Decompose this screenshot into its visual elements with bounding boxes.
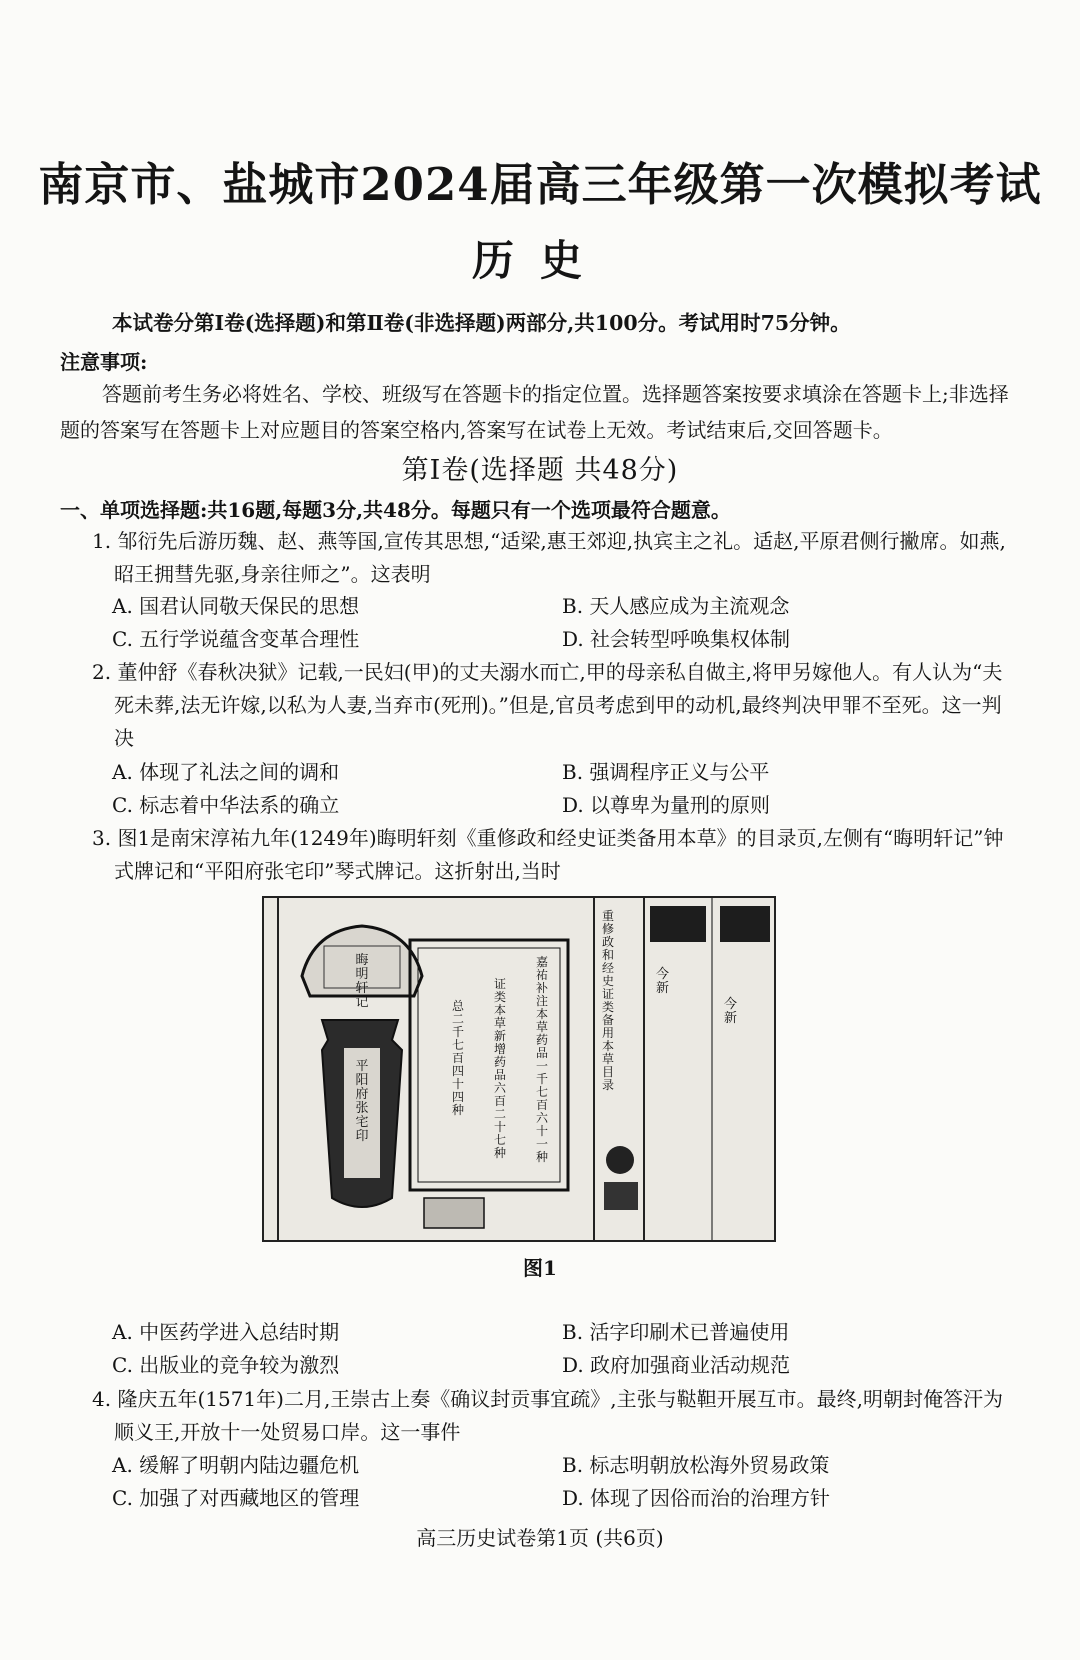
question-3 xyxy=(92,822,1012,888)
question-stem: 2. 董仲舒《春秋决狱》记载,一民妇(甲)的丈夫溺水而亡,甲的母亲私自做主,将甲另嫁他人。有人认为“夫死未葬,法无许嫁,以私为人妻,当弃市(死刑)。”但是,官员考虑到甲的动机,最终判决甲罪不至死。这一判决 xyxy=(92,660,1003,750)
option-c: C. 标志着中华法系的确立 xyxy=(112,793,340,817)
qin-seal-text: 平阳府张宅印 xyxy=(355,1059,369,1144)
fragment-column-1: 今新 xyxy=(656,967,670,996)
question-stem: 4. 隆庆五年(1571年)二月,王崇古上奏《确议封贡事宜疏》,主张与鞑靼开展互市。最终,明朝封俺答汗为顺义王,开放十一处贸易口岸。这一事件 xyxy=(92,1387,1004,1444)
option-d: D. 以尊卑为量刑的原则 xyxy=(562,793,771,817)
option-c: C. 出版业的竞争较为激烈 xyxy=(112,1353,340,1377)
notice-body: 答题前考生务必将姓名、学校、班级写在答题卡的指定位置。选择题答案按要求填涂在答题卡上;非选择题的答案写在答题卡上对应题目的答案空格内,答案写在试卷上无效。考试结束后,交回答题卡。 xyxy=(60,382,1009,442)
notice-title: 注意事项: xyxy=(60,350,148,374)
option-b: B. 活字印刷术已普遍使用 xyxy=(562,1320,790,1344)
catalogue-line-2: 证类本草新增药品六百二十七种 xyxy=(494,977,507,1160)
option-d: D. 体现了因俗而治的治理方针 xyxy=(562,1486,831,1510)
option-a: A. 国君认同敬天保民的思想 xyxy=(112,594,360,618)
question-2 xyxy=(92,656,1012,755)
book-title-column: 重修政和经史证类备用本草目录 xyxy=(602,909,615,1092)
question-4 xyxy=(92,1383,1012,1449)
exam-title: 南京市、盐城市2024届高三年级第一次模拟考试 xyxy=(38,158,1042,211)
fragment-column-2: 今新 xyxy=(724,997,738,1026)
question-4-options xyxy=(112,1449,1012,1515)
catalogue-line-1: 嘉祐补注本草药品一千七百六十一种 xyxy=(536,955,549,1164)
exam-intro: 本试卷分第Ⅰ卷(选择题)和第Ⅱ卷(非选择题)两部分,共100分。考试用时75分钟。 xyxy=(112,311,851,335)
option-d: D. 社会转型呼唤集权体制 xyxy=(562,627,791,651)
small-stamp-right xyxy=(604,1182,638,1210)
question-1-options xyxy=(112,590,1012,656)
woodblock-page-illustration xyxy=(264,898,774,1240)
option-c: C. 五行学说蕴含变革合理性 xyxy=(112,627,360,651)
figure-1-image xyxy=(262,896,776,1242)
option-c: C. 加强了对西藏地区的管理 xyxy=(112,1486,360,1510)
small-stamp-left xyxy=(424,1198,484,1228)
option-d: D. 政府加强商业活动规范 xyxy=(562,1353,791,1377)
part-title: 一、单项选择题:共16题,每题3分,共48分。每题只有一个选项最符合题意。 xyxy=(60,498,731,522)
question-3-options xyxy=(112,1316,1012,1382)
option-b: B. 强调程序正义与公平 xyxy=(562,760,770,784)
figure-caption: 图1 xyxy=(523,1256,557,1280)
catalogue-line-3: 总二千七百四十四种 xyxy=(452,999,465,1117)
question-stem: 3. 图1是南宋淳祐九年(1249年)晦明轩刻《重修政和经史证类备用本草》的目录页,左侧有“晦明轩记”钟式牌记和“平阳府张宅印”琴式牌记。这折射出,当时 xyxy=(92,826,1004,883)
question-2-options xyxy=(112,756,1012,822)
option-a: A. 中医药学进入总结时期 xyxy=(112,1320,340,1344)
question-1 xyxy=(92,525,1012,591)
option-a: A. 体现了礼法之间的调和 xyxy=(112,760,340,784)
option-b: B. 天人感应成为主流观念 xyxy=(562,594,790,618)
bell-seal-text: 晦明轩记 xyxy=(355,953,369,1010)
page-footer: 高三历史试卷第1页 (共6页) xyxy=(416,1526,664,1550)
question-stem: 1. 邹衍先后游历魏、赵、燕等国,宣传其思想,“适梁,惠王郊迎,执宾主之礼。适赵,平原君侧行撇席。如燕,昭王拥彗先驱,身亲往师之”。这表明 xyxy=(92,529,1006,586)
option-b: B. 标志明朝放松海外贸易政策 xyxy=(562,1453,830,1477)
option-a: A. 缓解了明朝内陆边疆危机 xyxy=(112,1453,360,1477)
subject-title: 历史 xyxy=(471,236,608,285)
section-title: 第Ⅰ卷(选择题 共48分) xyxy=(401,455,679,486)
